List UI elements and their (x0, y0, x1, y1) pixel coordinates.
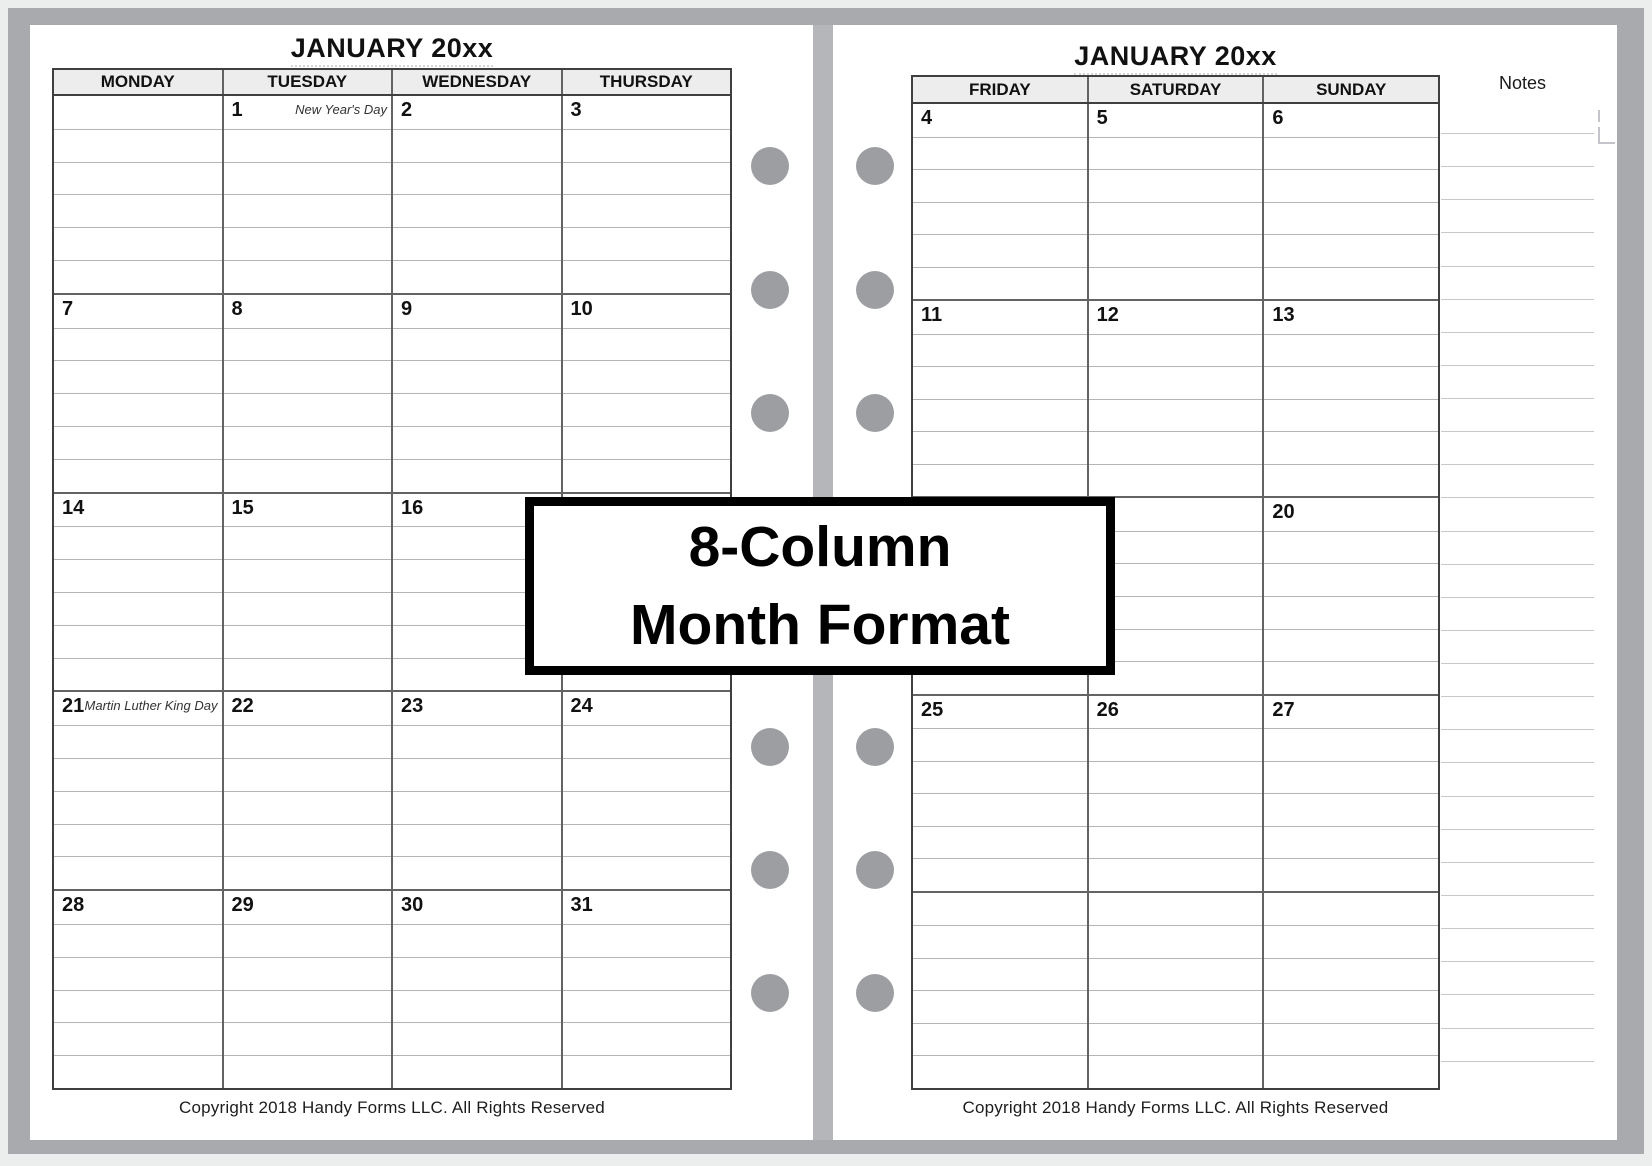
notes-ruled-line (1441, 1061, 1594, 1062)
ruled-line (224, 526, 392, 527)
ruled-line (563, 791, 731, 792)
corner-dash (1598, 110, 1600, 122)
ruled-line (224, 360, 392, 361)
ruled-line (54, 393, 222, 394)
day-number: 15 (231, 496, 254, 519)
ruled-line (393, 260, 561, 261)
ruled-line (393, 856, 561, 857)
day-cell (391, 96, 561, 293)
ruled-line (563, 360, 731, 361)
ruled-line (224, 990, 392, 991)
day-number: 29 (231, 894, 254, 917)
ruled-line (54, 559, 222, 560)
overlay-line2: Month Format (630, 593, 1010, 657)
ruled-line (1089, 728, 1263, 729)
left-copyright: Copyright 2018 Handy Forms LLC. All Rights Reserved (179, 1098, 605, 1117)
ruled-line (1264, 793, 1438, 794)
ruled-line (563, 194, 731, 195)
ruled-line (224, 328, 392, 329)
day-number: 24 (570, 695, 593, 718)
day-cell (54, 295, 222, 492)
binder-hole-icon (751, 728, 789, 766)
ruled-line (1264, 234, 1438, 235)
ruled-line (913, 793, 1087, 794)
ruled-line (1089, 990, 1263, 991)
day-cell (222, 891, 392, 1088)
ruled-line (563, 129, 731, 130)
ruled-line (393, 129, 561, 130)
ruled-line (1089, 334, 1263, 335)
ruled-line (393, 393, 561, 394)
day-cell (913, 696, 1087, 891)
ruled-line (1264, 431, 1438, 432)
ruled-line (224, 559, 392, 560)
ruled-line (1089, 925, 1263, 926)
day-number: 2 (401, 99, 413, 121)
ruled-line (54, 824, 222, 825)
notes-ruled-line (1441, 332, 1594, 333)
ruled-line (1089, 1023, 1263, 1024)
notes-ruled-line (1441, 266, 1594, 267)
ruled-line (1264, 1055, 1438, 1056)
ruled-line (224, 194, 392, 195)
ruled-line (54, 592, 222, 593)
ruled-line (1089, 202, 1263, 203)
ruled-line (913, 137, 1087, 138)
day-cell (222, 692, 392, 889)
notes-ruled-line (1441, 895, 1594, 896)
left-page-title: JANUARY 20xx (52, 33, 732, 67)
ruled-line (1264, 334, 1438, 335)
ruled-line (54, 426, 222, 427)
ruled-line (563, 227, 731, 228)
notes-ruled-line (1441, 663, 1594, 664)
ruled-line (54, 162, 222, 163)
ruled-line (224, 824, 392, 825)
ruled-line (1089, 858, 1263, 859)
day-cell (561, 295, 731, 492)
ruled-line (224, 393, 392, 394)
ruled-line (913, 958, 1087, 959)
ruled-line (1264, 728, 1438, 729)
day-number: 27 (1272, 698, 1295, 721)
ruled-line (563, 924, 731, 925)
ruled-line (224, 459, 392, 460)
ruled-line (1264, 958, 1438, 959)
notes-ruled-line (1441, 597, 1594, 598)
ruled-line (913, 334, 1087, 335)
notes-column-label: Notes (1498, 73, 1547, 93)
ruled-line (1264, 1023, 1438, 1024)
notes-ruled-line (1441, 961, 1594, 962)
ruled-line (224, 658, 392, 659)
weekday-header-row (913, 77, 1438, 104)
day-number: 11 (921, 304, 943, 327)
ruled-line (224, 260, 392, 261)
ruled-line (54, 260, 222, 261)
notes-ruled-line (1441, 299, 1594, 300)
day-number: 5 (1096, 107, 1108, 129)
ruled-line (224, 227, 392, 228)
notes-ruled-line (1441, 398, 1594, 399)
day-number: 14 (62, 496, 85, 519)
ruled-line (1264, 202, 1438, 203)
ruled-line (393, 426, 561, 427)
ruled-line (913, 826, 1087, 827)
ruled-line (393, 924, 561, 925)
ruled-line (393, 1022, 561, 1023)
week-row (913, 891, 1438, 1088)
ruled-line (913, 761, 1087, 762)
ruled-line (393, 162, 561, 163)
ruled-line (1089, 137, 1263, 138)
week-row (54, 96, 730, 293)
ruled-line (1089, 399, 1263, 400)
format-overlay-label (525, 497, 1115, 675)
binder-hole-icon (751, 271, 789, 309)
weekday-header-row (54, 70, 730, 96)
notes-ruled-line (1441, 994, 1594, 995)
ruled-line (1264, 990, 1438, 991)
binder-hole-icon (856, 394, 894, 432)
day-number: 7 (62, 297, 74, 320)
ruled-line (913, 728, 1087, 729)
ruled-line (563, 1055, 731, 1056)
day-cell (1087, 104, 1263, 299)
ruled-line (393, 459, 561, 460)
ruled-line (54, 924, 222, 925)
ruled-line (1264, 267, 1438, 268)
week-row (54, 293, 730, 492)
day-number: 1 (231, 99, 243, 121)
notes-ruled-line (1441, 232, 1594, 233)
overlay-line1: 8-Column (688, 515, 952, 579)
notes-ruled-line (1441, 1028, 1594, 1029)
day-cell (54, 891, 222, 1088)
notes-ruled-line (1441, 729, 1594, 730)
ruled-line (393, 360, 561, 361)
ruled-line (224, 162, 392, 163)
day-number: 13 (1272, 304, 1295, 327)
ruled-line (54, 856, 222, 857)
day-number: 10 (570, 297, 593, 320)
week-row (54, 889, 730, 1088)
ruled-line (913, 202, 1087, 203)
ruled-line (913, 234, 1087, 235)
ruled-line (1089, 234, 1263, 235)
ruled-line (54, 990, 222, 991)
ruled-line (563, 459, 731, 460)
day-number: 4 (921, 107, 933, 129)
day-cell (1262, 498, 1438, 693)
ruled-line (563, 824, 731, 825)
day-number: 12 (1096, 304, 1119, 327)
ruled-line (54, 360, 222, 361)
ruled-line (1089, 1055, 1263, 1056)
ruled-line (224, 129, 392, 130)
ruled-line (224, 791, 392, 792)
ruled-line (224, 957, 392, 958)
holiday-note: New Year's Day (295, 102, 387, 117)
notes-ruled-line (1441, 796, 1594, 797)
week-row (913, 104, 1438, 299)
day-number: 20 (1272, 501, 1295, 524)
notes-ruled-line (1441, 696, 1594, 697)
binder-hole-icon (856, 974, 894, 1012)
notes-ruled-line (1441, 497, 1594, 498)
ruled-line (913, 399, 1087, 400)
corner-bracket (1598, 127, 1615, 144)
notes-ruled-line (1441, 829, 1594, 830)
ruled-line (393, 758, 561, 759)
day-cell (222, 295, 392, 492)
ruled-line (224, 1055, 392, 1056)
day-number: 21 (62, 695, 85, 718)
ruled-line (224, 758, 392, 759)
ruled-line (1264, 661, 1438, 662)
ruled-line (1264, 629, 1438, 630)
ruled-line (1089, 366, 1263, 367)
ruled-line (1264, 399, 1438, 400)
ruled-line (224, 856, 392, 857)
ruled-line (54, 227, 222, 228)
week-row (54, 690, 730, 889)
weekday-header: FRIDAY (968, 79, 1031, 99)
day-cell (54, 96, 222, 293)
week-row (913, 299, 1438, 496)
binder-hole-icon (856, 271, 894, 309)
day-number: 3 (570, 99, 582, 121)
ruled-line (1264, 169, 1438, 170)
ruled-line (54, 129, 222, 130)
ruled-line (393, 227, 561, 228)
ruled-line (913, 366, 1087, 367)
ruled-line (54, 1055, 222, 1056)
day-number: 22 (231, 695, 254, 718)
ruled-line (1264, 761, 1438, 762)
ruled-line (54, 194, 222, 195)
notes-ruled-line (1441, 862, 1594, 863)
ruled-line (54, 526, 222, 527)
ruled-line (1264, 366, 1438, 367)
notes-ruled-line (1441, 431, 1594, 432)
ruled-line (224, 725, 392, 726)
weekday-header: MONDAY (100, 72, 175, 91)
ruled-line (1264, 563, 1438, 564)
notes-ruled-line (1441, 365, 1594, 366)
ruled-line (393, 194, 561, 195)
day-cell (54, 494, 222, 691)
day-number: 9 (401, 297, 413, 320)
notes-ruled-line (1441, 928, 1594, 929)
ruled-line (54, 459, 222, 460)
day-cell (391, 891, 561, 1088)
ruled-line (1264, 596, 1438, 597)
day-cell (391, 692, 561, 889)
day-number: 26 (1096, 698, 1119, 721)
ruled-line (393, 725, 561, 726)
weekday-header: THURSDAY (561, 70, 731, 94)
ruled-line (54, 1022, 222, 1023)
ruled-line (1089, 761, 1263, 762)
ruled-line (1089, 169, 1263, 170)
ruled-line (393, 1055, 561, 1056)
day-cell (561, 692, 731, 889)
ruled-line (913, 1023, 1087, 1024)
day-cell (222, 494, 392, 691)
ruled-line (1264, 531, 1438, 532)
ruled-line (54, 791, 222, 792)
ruled-line (1089, 267, 1263, 268)
ruled-line (1089, 431, 1263, 432)
ruled-line (1264, 858, 1438, 859)
binder-hole-icon (751, 147, 789, 185)
ruled-line (1089, 793, 1263, 794)
day-cell (1262, 301, 1438, 496)
ruled-line (913, 990, 1087, 991)
ruled-line (54, 658, 222, 659)
binder-hole-icon (856, 728, 894, 766)
ruled-line (224, 592, 392, 593)
ruled-line (54, 758, 222, 759)
ruled-line (913, 1055, 1087, 1056)
ruled-line (563, 758, 731, 759)
weekday-header: WEDNESDAY (391, 70, 561, 94)
day-cell (913, 301, 1087, 496)
ruled-line (1089, 958, 1263, 959)
ruled-line (913, 925, 1087, 926)
ruled-line (224, 625, 392, 626)
ruled-line (1089, 464, 1263, 465)
day-cell (561, 891, 731, 1088)
ruled-line (393, 328, 561, 329)
day-cell (1262, 893, 1438, 1088)
day-number: 8 (231, 297, 243, 320)
day-cell (913, 104, 1087, 299)
holiday-note: Martin Luther King Day (84, 698, 218, 714)
day-number: 16 (401, 496, 424, 519)
day-cell (54, 692, 222, 889)
day-number: 31 (570, 894, 593, 917)
right-page-title: JANUARY 20xx (911, 41, 1440, 75)
notes-ruled-line (1441, 133, 1594, 134)
ruled-line (54, 328, 222, 329)
day-cell (1262, 696, 1438, 891)
ruled-line (563, 957, 731, 958)
day-number: 23 (401, 695, 424, 718)
day-cell (561, 96, 731, 293)
day-cell (913, 893, 1087, 1088)
day-cell (222, 96, 392, 293)
binder-hole-icon (856, 851, 894, 889)
ruled-line (1264, 464, 1438, 465)
ruled-line (563, 260, 731, 261)
ruled-line (563, 856, 731, 857)
ruled-line (563, 162, 731, 163)
day-cell (1087, 696, 1263, 891)
day-number: 6 (1272, 107, 1284, 129)
ruled-line (54, 725, 222, 726)
ruled-line (563, 328, 731, 329)
ruled-line (393, 791, 561, 792)
day-cell (1087, 893, 1263, 1088)
right-copyright: Copyright 2018 Handy Forms LLC. All Rights Reserved (962, 1098, 1389, 1117)
ruled-line (1264, 925, 1438, 926)
ruled-line (913, 169, 1087, 170)
ruled-line (1264, 137, 1438, 138)
notes-ruled-line (1441, 166, 1594, 167)
day-cell (391, 295, 561, 492)
ruled-line (913, 858, 1087, 859)
ruled-line (1264, 826, 1438, 827)
day-number: 25 (921, 698, 944, 721)
binder-hole-icon (856, 147, 894, 185)
ruled-line (54, 625, 222, 626)
corner-crop-mark-icon (1598, 110, 1616, 145)
notes-ruled-line (1441, 630, 1594, 631)
weekday-header: SATURDAY (1087, 77, 1263, 102)
day-cell (1087, 301, 1263, 496)
ruled-line (393, 824, 561, 825)
binder-hole-icon (751, 974, 789, 1012)
notes-ruled-line (1441, 199, 1594, 200)
day-number: 28 (62, 894, 85, 917)
ruled-line (913, 431, 1087, 432)
weekday-header: TUESDAY (222, 70, 392, 94)
ruled-line (393, 957, 561, 958)
week-row (913, 694, 1438, 891)
ruled-line (913, 464, 1087, 465)
day-cell (1262, 104, 1438, 299)
ruled-line (224, 1022, 392, 1023)
ruled-line (563, 426, 731, 427)
ruled-line (563, 725, 731, 726)
binder-hole-icon (751, 851, 789, 889)
ruled-line (913, 267, 1087, 268)
day-number: 30 (401, 894, 424, 917)
notes-ruled-line (1441, 531, 1594, 532)
ruled-line (563, 1022, 731, 1023)
binder-hole-icon (751, 394, 789, 432)
notes-ruled-line (1441, 564, 1594, 565)
ruled-line (224, 426, 392, 427)
ruled-line (563, 990, 731, 991)
ruled-line (54, 957, 222, 958)
weekday-header: SUNDAY (1262, 77, 1438, 102)
ruled-line (224, 924, 392, 925)
ruled-line (393, 990, 561, 991)
ruled-line (1089, 826, 1263, 827)
notes-ruled-line (1441, 762, 1594, 763)
ruled-line (563, 393, 731, 394)
notes-ruled-line (1441, 464, 1594, 465)
